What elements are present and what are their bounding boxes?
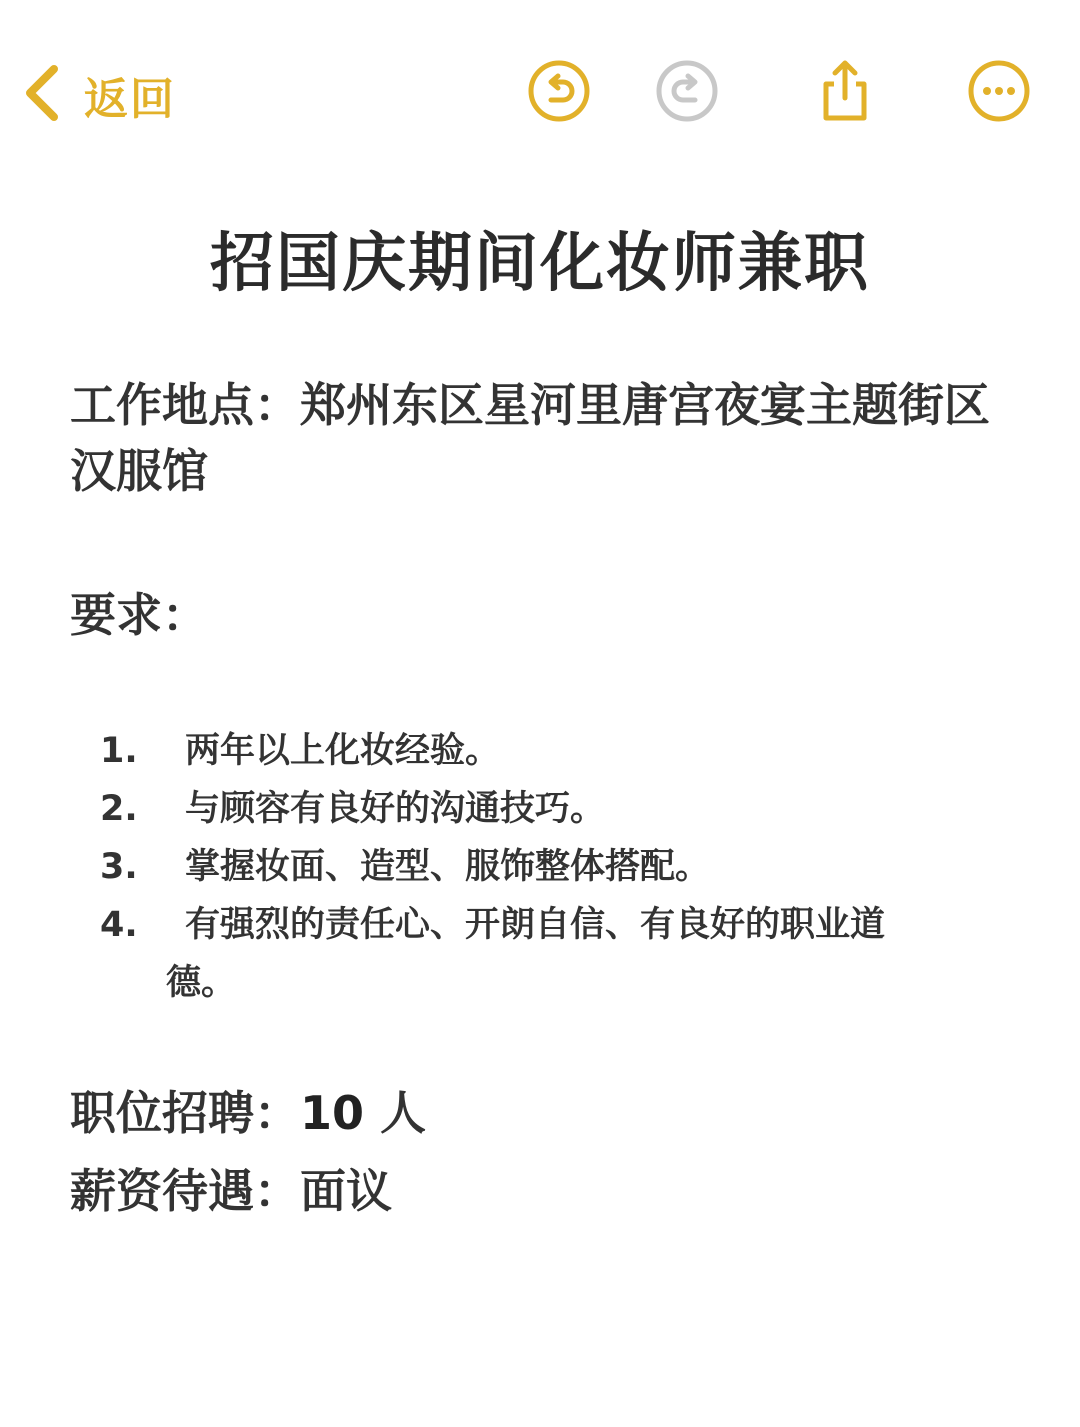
requirements-heading: 要求： bbox=[70, 588, 208, 642]
back-label: 返回 bbox=[84, 74, 176, 125]
chevron-left-icon bbox=[22, 63, 62, 127]
list-item bbox=[100, 896, 1000, 954]
undo-button[interactable] bbox=[524, 58, 594, 128]
share-button[interactable] bbox=[810, 58, 880, 128]
positions-count: 10 bbox=[300, 1086, 365, 1140]
salary-paragraph bbox=[70, 1158, 1000, 1224]
positions-paragraph bbox=[70, 1080, 1000, 1146]
list-item-number: 2. bbox=[100, 789, 138, 829]
list-item-text: 与顾容有良好的沟通技巧。 bbox=[185, 789, 606, 829]
undo-icon bbox=[526, 58, 592, 128]
list-item-number: 3. bbox=[100, 847, 138, 887]
list-item-text: 两年以上化妆经验。 bbox=[185, 731, 501, 771]
note-title: 招国庆期间化妆师兼职 bbox=[210, 227, 870, 301]
list-item-text: 掌握妆面、造型、服饰整体搭配。 bbox=[185, 847, 711, 887]
location-value: 郑州东区星河里唐宫夜宴主题街区汉服馆 bbox=[70, 378, 990, 498]
salary-label: 薪资待遇： bbox=[70, 1164, 300, 1218]
list-item-continuation: 德。 bbox=[166, 963, 237, 1003]
note-toolbar bbox=[0, 0, 1080, 190]
back-button[interactable] bbox=[22, 60, 176, 130]
list-item-text: 有强烈的责任心、开朗自信、有良好的职业道 bbox=[185, 905, 886, 945]
redo-button[interactable] bbox=[652, 58, 722, 128]
salary-value: 面议 bbox=[300, 1164, 392, 1218]
more-button[interactable] bbox=[964, 58, 1034, 128]
list-item bbox=[100, 722, 1000, 780]
list-item bbox=[100, 838, 1000, 896]
positions-label: 职位招聘： bbox=[70, 1086, 300, 1140]
location-label: 工作地点： bbox=[70, 378, 300, 432]
share-icon bbox=[812, 58, 878, 128]
list-item-number: 4. bbox=[100, 905, 138, 945]
list-item bbox=[100, 780, 1000, 838]
positions-unit: 人 bbox=[380, 1086, 427, 1140]
list-item-number: 1. bbox=[100, 731, 138, 771]
requirements-list bbox=[100, 722, 1000, 1012]
more-icon bbox=[966, 58, 1032, 128]
location-paragraph bbox=[70, 372, 1000, 504]
redo-icon bbox=[654, 58, 720, 128]
